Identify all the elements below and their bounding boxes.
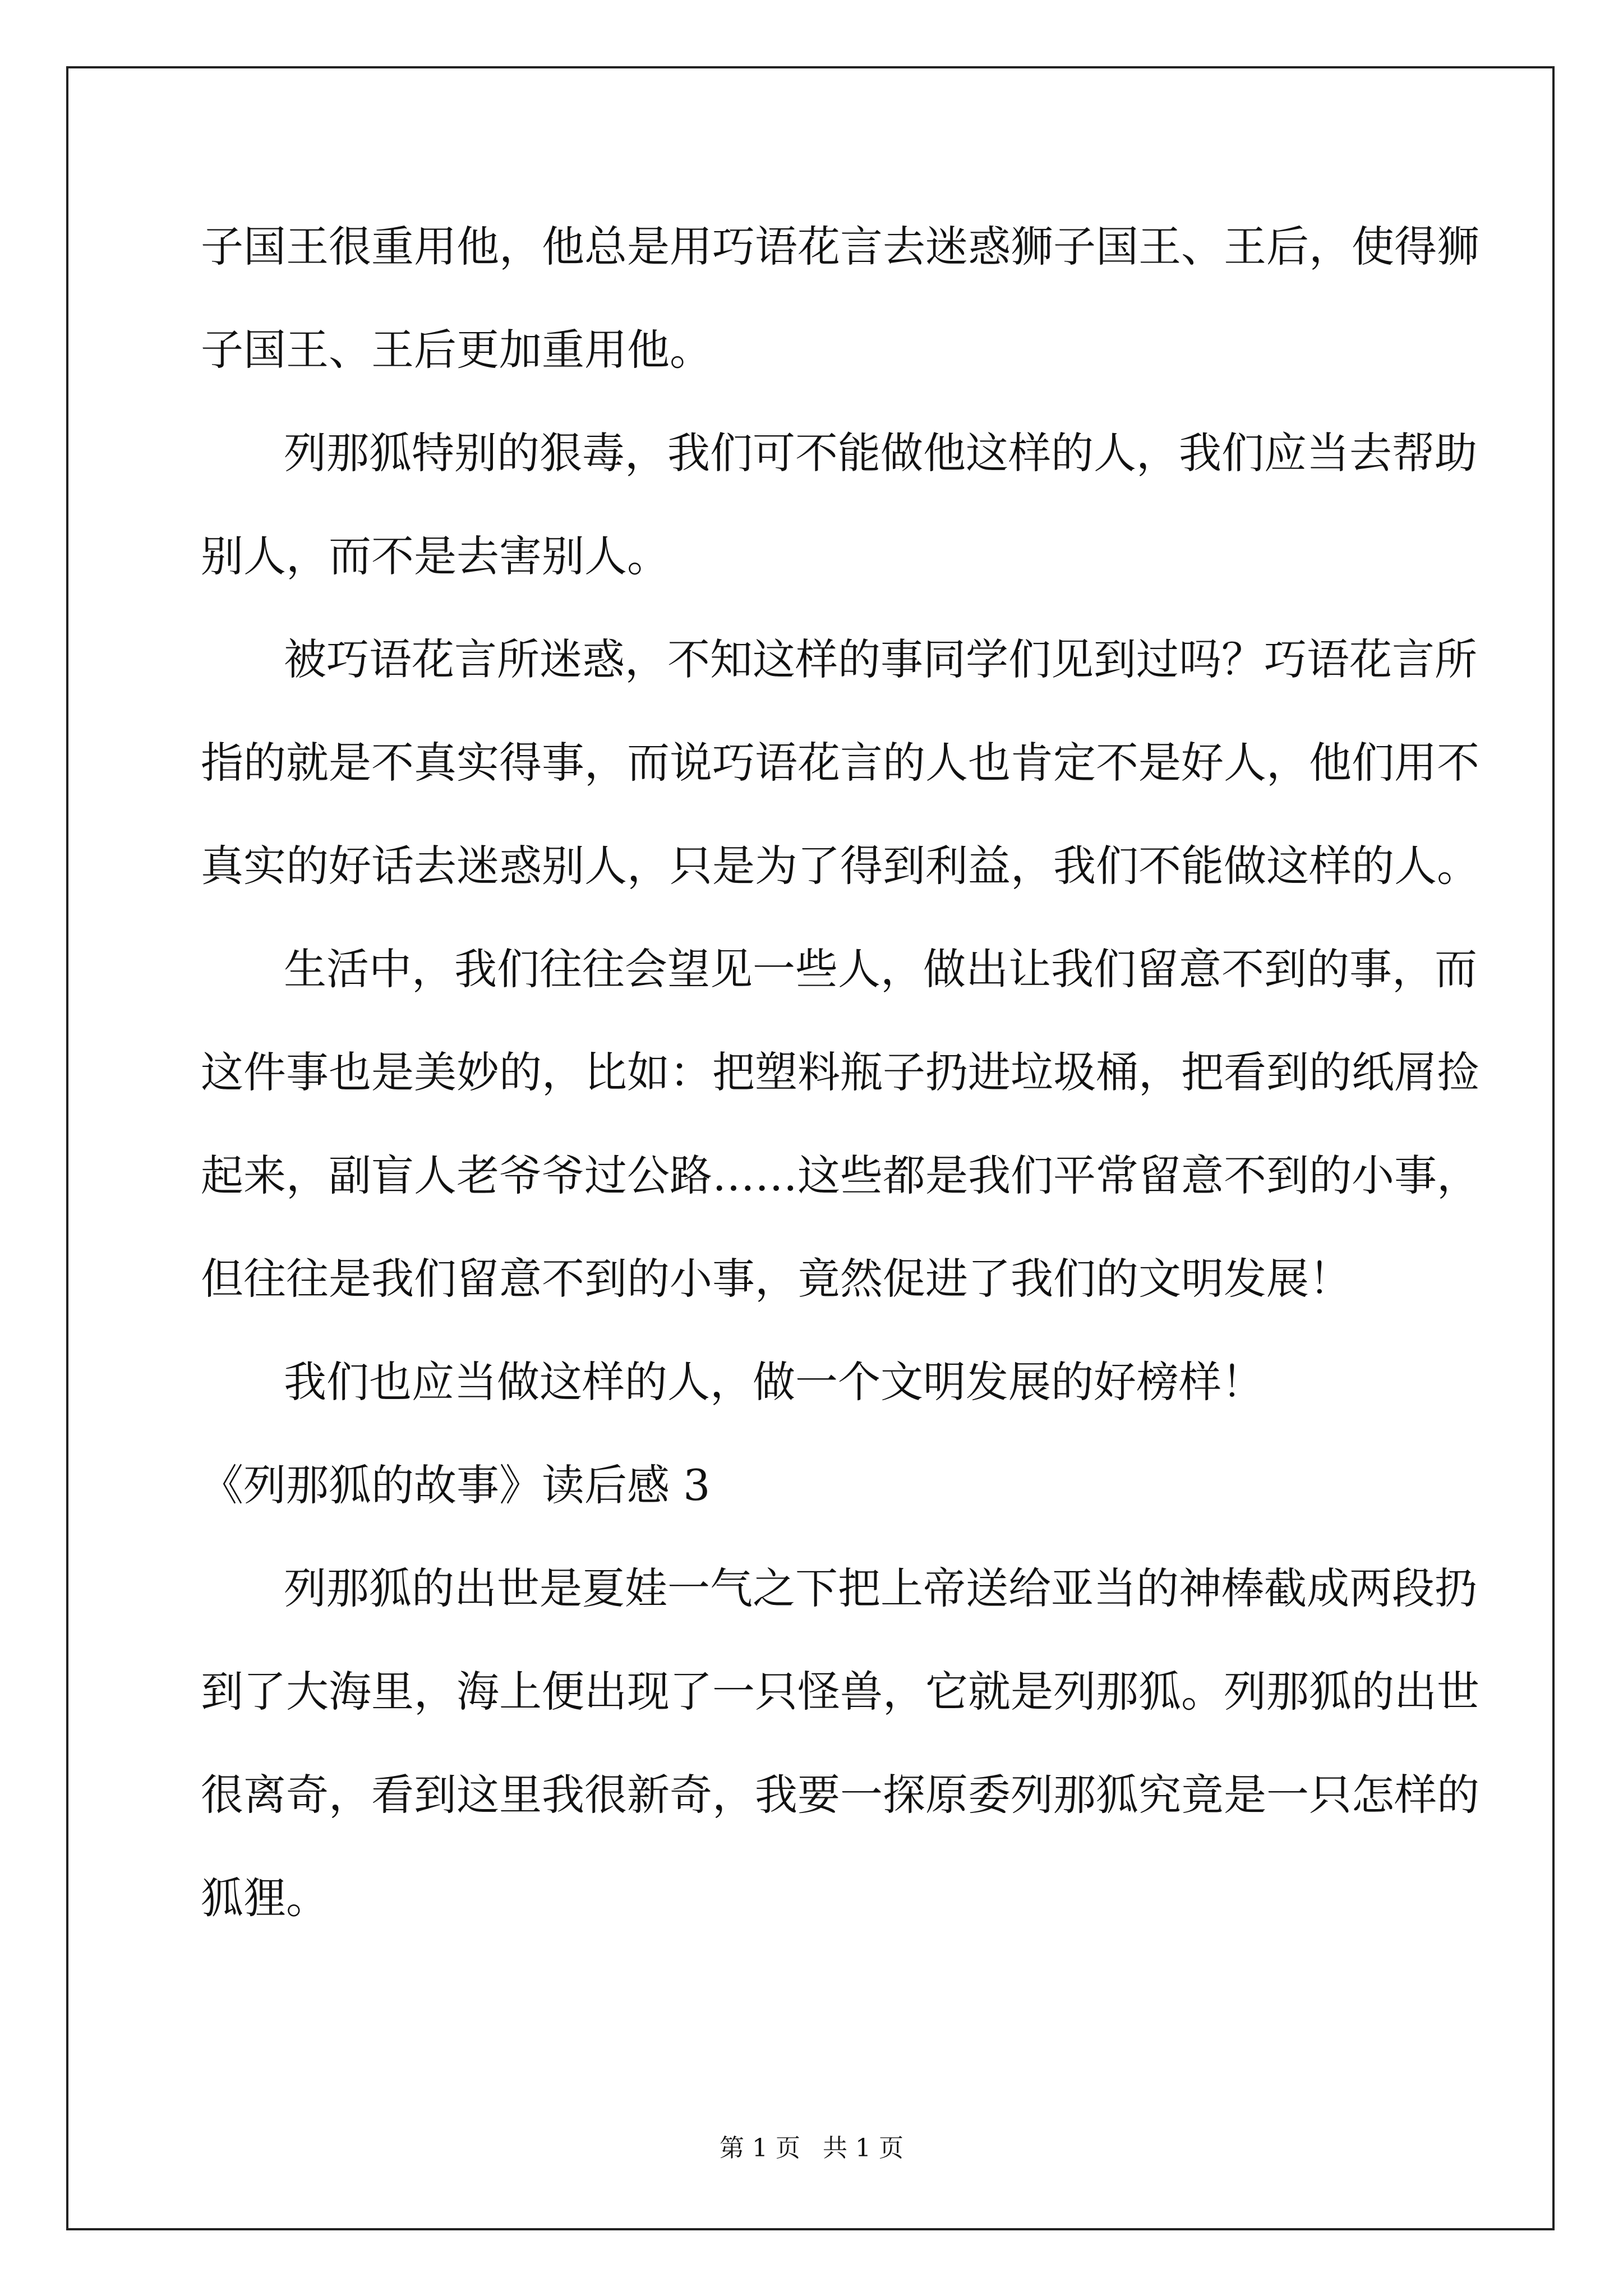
page-number: 第 1 页 [720, 2134, 800, 2162]
text-line: 子国王、王后更加重用他。 [201, 325, 712, 375]
text-line: 别人，而不是去害别人。 [201, 531, 670, 581]
text-line: 生活中，我们往往会望见一些人，做出让我们留意不到的事，而 [284, 944, 1477, 994]
text-line: 很离奇，看到这里我很新奇，我要一探原委列那狐究竟是一只怎样的 [201, 1770, 1479, 1820]
text-line: 但往往是我们留意不到的小事，竟然促进了我们的文明发展！ [201, 1254, 1352, 1304]
page-total: 共 1 页 [823, 2134, 903, 2162]
text-line: 到了大海里，海上便出现了一只怪兽，它就是列那狐。列那狐的出世 [201, 1667, 1479, 1717]
text-line: 起来，副盲人老爷爷过公路……这些都是我们平常留意不到的小事， [201, 1151, 1479, 1200]
text-line: 子国王很重用他，他总是用巧语花言去迷惑狮子国王、王后，使得狮 [201, 222, 1479, 272]
text-line: 狐狸。 [201, 1873, 329, 1923]
section-heading: 《列那狐的故事》读后感 3 [201, 1460, 711, 1510]
text-line: 指的就是不真实得事，而说巧语花言的人也肯定不是好人，他们用不 [201, 738, 1479, 788]
text-line: 被巧语花言所迷惑，不知这样的事同学们见到过吗？巧语花言所 [284, 634, 1477, 684]
text-line: 我们也应当做这样的人，做一个文明发展的好榜样！ [284, 1357, 1264, 1407]
document-body [201, 195, 1479, 1950]
text-line: 真实的好话去迷惑别人，只是为了得到利益，我们不能做这样的人。 [201, 841, 1479, 891]
text-line: 列那狐特别的狠毒，我们可不能做他这样的人，我们应当去帮助 [284, 428, 1477, 478]
text-line: 这件事也是美妙的，比如：把塑料瓶子扔进垃圾桶，把看到的纸屑捡 [201, 1047, 1479, 1097]
text-line: 列那狐的出世是夏娃一气之下把上帝送给亚当的神棒截成两段扔 [284, 1563, 1477, 1613]
page-footer [0, 2132, 1623, 2165]
